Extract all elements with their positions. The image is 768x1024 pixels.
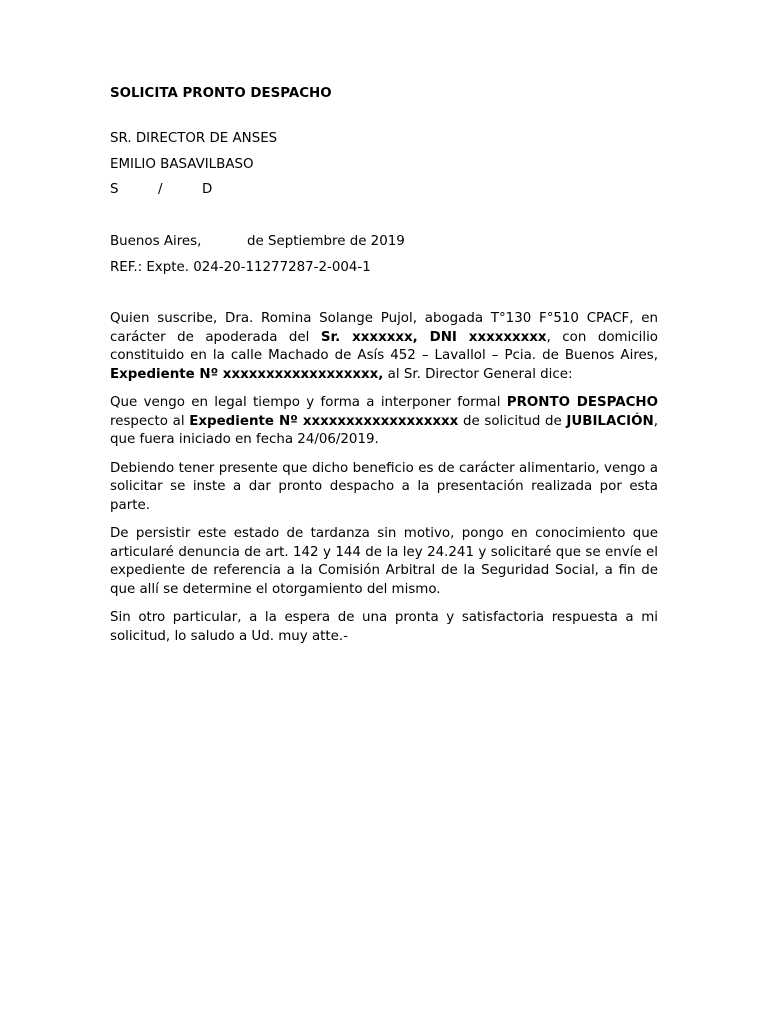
sd-d: D: [202, 182, 213, 197]
p1-text-e: al Sr. Director General dice:: [383, 366, 573, 382]
addressee-line-2: EMILIO BASAVILBASO: [110, 157, 254, 172]
p2-jubilacion: JUBILACIÓN: [566, 413, 654, 429]
date-text: de Septiembre de 2019: [247, 234, 405, 249]
addressee-line-1: SR. DIRECTOR DE ANSES: [110, 131, 278, 146]
p1-text-a: Quien suscribe, Dra. Romina Solange Pujol, abogada T°130 F°510 CPACF, en carácter de apoderada del: [110, 311, 658, 345]
p2-text-g: , que fuera iniciado en fecha 24/06/2019.: [110, 413, 658, 447]
p2-pronto-despacho: PRONTO DESPACHO: [506, 395, 659, 410]
reference-line: REF.: Expte. 024-20-11277287-2-004-1: [110, 260, 371, 275]
date-city: Buenos Aires,: [110, 234, 202, 249]
letter-body: [110, 310, 658, 656]
p2-text-e: de solicitud de: [458, 413, 567, 429]
paragraph-4: De persistir este estado de tardanza sin motivo, pongo en conocimiento que articularé denuncia de art. 142 y 144 de la ley 24.241 y solicitaré que se envíe el expediente de referencia a la Comisión Arbitral de la Seguridad Social, a fin de que allí se determine el otorgamiento del mismo.: [110, 526, 658, 597]
paragraph-2: [110, 394, 658, 450]
p1-text-c: , con domicilio constituido en la calle Machado de Asís 452 – Lavallol – Pcia. de Buenos Aires,: [110, 329, 658, 363]
p1-expediente: Expediente Nº xxxxxxxxxxxxxxxxxx,: [110, 366, 384, 382]
paragraph-5: Sin otro particular, a la espera de una pronta y satisfactoria respuesta a mi solicitud, lo saludo a Ud. muy atte.-: [110, 610, 658, 644]
p2-text-c: respecto al: [110, 413, 190, 429]
p2-expediente: Expediente Nº xxxxxxxxxxxxxxxxxx: [189, 413, 459, 429]
document-title: SOLICITA PRONTO DESPACHO: [110, 86, 332, 101]
sd-slash: /: [158, 182, 163, 197]
p2-text-a: Que vengo en legal tiempo y forma a interponer formal: [110, 395, 507, 410]
paragraph-3: Debiendo tener presente que dicho beneficio es de carácter alimentario, vengo a solicitar se inste a dar pronto despacho a la presentación realizada por esta parte.: [110, 460, 658, 513]
p1-client-name: Sr. xxxxxxx, DNI xxxxxxxxx: [320, 329, 547, 345]
sd-s: S: [110, 182, 119, 197]
paragraph-1: [110, 310, 658, 384]
